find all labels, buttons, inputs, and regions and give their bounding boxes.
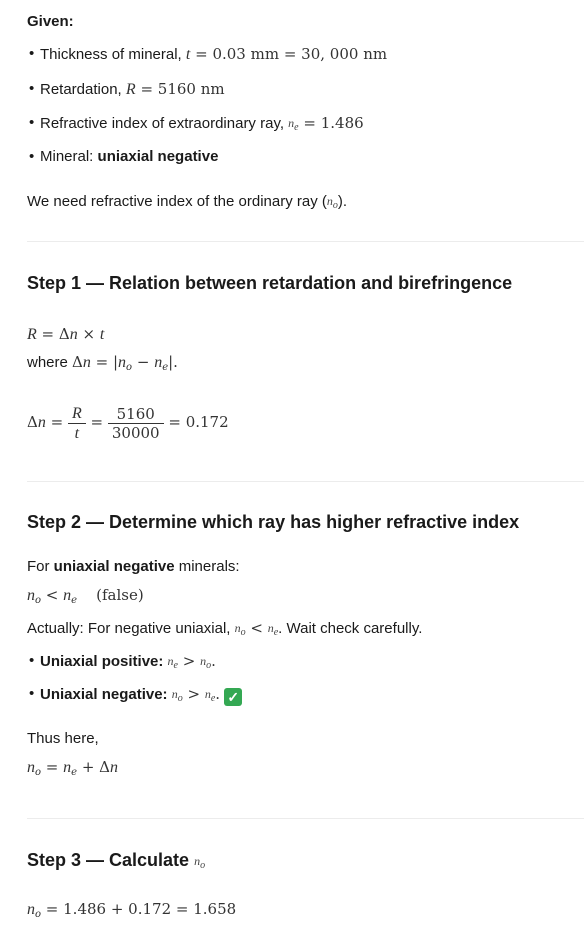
divider (27, 818, 584, 819)
mineral-value: uniaxial negative (97, 148, 219, 165)
actually-after: . Wait check carefully. (278, 620, 423, 637)
step2-thus: Thus here, (27, 730, 99, 747)
step1-eq2: Δn = $\frac{R}{t}$ = $\frac{5160}{30000}$ = 0.172 (27, 404, 229, 442)
need-text-end: ). (337, 193, 348, 210)
divider (27, 241, 584, 242)
step2-actually (27, 618, 422, 643)
uniaxial-negative (40, 684, 242, 709)
extraordinary-math: $n_e = 1.486$ (288, 114, 364, 133)
extraordinary-label: Refractive index of extraordinary ray, (40, 115, 289, 132)
need-statement (27, 191, 347, 216)
step2-title: Step 2 — Determine which ray has higher refractive index (27, 512, 520, 532)
divider (27, 481, 584, 482)
uniaxial-positive (40, 651, 216, 676)
bullet-dot: • (29, 45, 35, 62)
bullet-dot: • (29, 148, 35, 165)
step2-for (27, 557, 240, 577)
given-mineral (40, 147, 218, 167)
fraction-values (108, 405, 164, 442)
given-heading: Given: (27, 13, 74, 30)
frac-numerator: R (68, 404, 86, 424)
thickness-math: t = 0.03 mm = 30, 000 nm (185, 45, 388, 63)
given-retardation (40, 79, 225, 100)
step3-result: $n_o = 1.486 + 0.172 = 1.658$ (27, 900, 237, 920)
step3-title-text: Step 3 — Calculate (27, 850, 195, 870)
bullet-dot: • (29, 652, 35, 669)
false-note: (false) (96, 586, 144, 604)
need-text: We need refractive index of the ordinary ray ( (27, 193, 327, 210)
bullet-dot: • (29, 114, 35, 131)
bullet-dot: • (29, 685, 35, 702)
for-text: For (27, 558, 54, 575)
step2-false-eq: $n_o < n_e$ (false) (27, 586, 144, 606)
for-after: minerals: (174, 558, 240, 575)
given-extraordinary (40, 113, 364, 138)
eq2-lhs: Δn = (27, 413, 64, 431)
eq2-result: = 0.172 (168, 413, 229, 431)
mineral-label: Mineral: (40, 148, 98, 165)
step1-title: Step 1 — Relation between retardation and birefringence (27, 273, 513, 293)
retardation-math: R = 5160 nm (125, 80, 225, 98)
where-math: $\Delta n = |n_o - n_e|$. (72, 353, 178, 373)
need-math: $n_o$ (326, 194, 338, 211)
actually-text: Actually: For negative uniaxial, (27, 620, 235, 637)
step1-where (27, 352, 178, 378)
negative-math: $n_o > n_e$. (171, 685, 221, 704)
negative-label: Uniaxial negative: (40, 686, 172, 703)
step3-title (27, 848, 205, 878)
frac-denominator: 30000 (111, 423, 160, 442)
positive-label: Uniaxial positive: (40, 653, 168, 670)
fraction-r-over-t (68, 404, 86, 443)
step3-title-math: $n_o$ (194, 854, 206, 871)
retardation-label: Retardation, (40, 81, 126, 98)
positive-math: $n_e > n_o$. (167, 652, 216, 671)
thickness-label: Thickness of mineral, (40, 46, 186, 63)
step1-eq1: R = Δn × t (27, 325, 105, 343)
bullet-dot: • (29, 80, 35, 97)
given-thickness (40, 44, 387, 65)
where-label: where (27, 354, 68, 371)
step2-thus-eq: $n_o = n_e + \Delta n$ (27, 758, 118, 778)
actually-math: $n_o < n_e$ (234, 619, 279, 638)
frac-denominator: t (74, 424, 80, 442)
frac-numerator: 5160 (108, 405, 164, 424)
check-mark-icon: ✓ (224, 688, 242, 706)
for-bold: uniaxial negative (53, 558, 175, 575)
